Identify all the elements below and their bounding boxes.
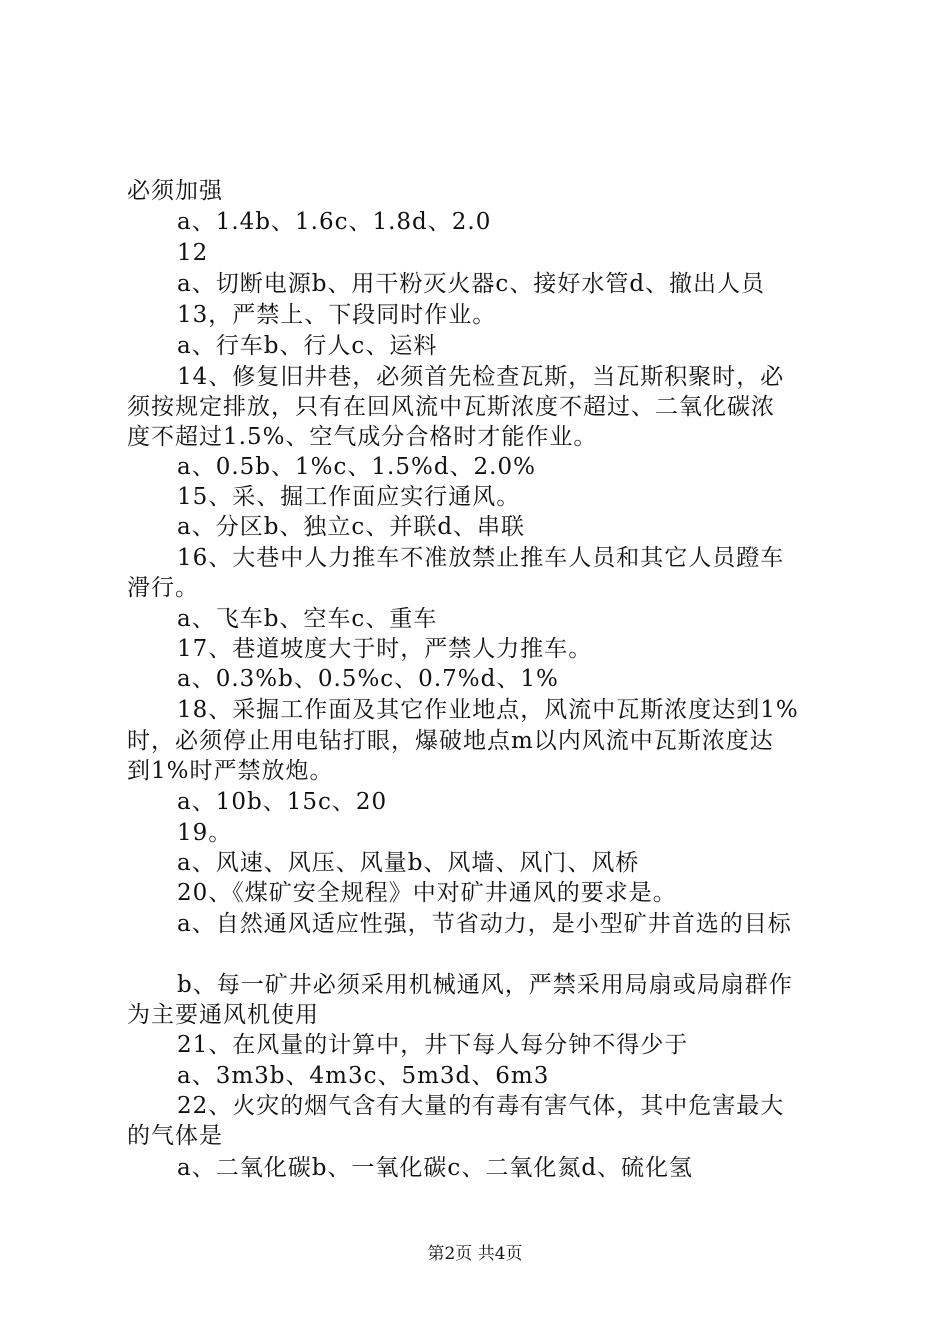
text-line: 19。 xyxy=(177,820,233,846)
text-line: 17、巷道坡度大于时，严禁人力推车。 xyxy=(177,636,593,662)
text-line: 12 xyxy=(177,240,209,266)
text-line: 16、大巷中人力推车不准放禁止推车人员和其它人员蹬车 xyxy=(177,545,785,571)
text-line: 时，必须停止用电钻打眼，爆破地点m以内风流中瓦斯浓度达 xyxy=(127,728,774,754)
text-line: a、切断电源b、用干粉灭火器c、接好水管d、撤出人员 xyxy=(177,271,766,297)
text-line: a、分区b、独立c、并联d、串联 xyxy=(177,514,526,540)
text-line: 13，严禁上、下段同时作业。 xyxy=(177,302,497,328)
text-line: 22、火灾的烟气含有大量的有毒有害气体，其中危害最大 xyxy=(177,1093,785,1119)
page-number-footer: 第2页 共4页 xyxy=(427,1244,523,1264)
text-line: a、飞车b、空车c、重车 xyxy=(177,606,438,632)
text-line: 20、《煤矿安全规程》中对矿井通风的要求是。 xyxy=(177,880,677,906)
text-line: 14、修复旧井巷，必须首先检查瓦斯，当瓦斯积聚时，必 xyxy=(177,364,785,390)
text-line: 须按规定排放，只有在回风流中瓦斯浓度不超过、二氧化碳浓 xyxy=(127,394,775,420)
text-line: 度不超过1.5%、空气成分合格时才能作业。 xyxy=(127,424,598,450)
text-line: a、1.4b、1.6c、1.8d、2.0 xyxy=(177,209,492,235)
text-line: a、0.5b、1%c、1.5%d、2.0% xyxy=(177,454,536,480)
text-line: 21、在风量的计算中，井下每人每分钟不得少于 xyxy=(177,1032,689,1058)
text-line: b、每一矿井必须采用机械通风，严禁采用局扇或局扇群作 xyxy=(177,972,793,998)
text-line: a、风速、风压、风量b、风墙、风门、风桥 xyxy=(177,850,640,876)
text-line: a、二氧化碳b、一氧化碳c、二氧化氮d、硫化氢 xyxy=(177,1155,694,1181)
text-line: a、自然通风适应性强，节省动力，是小型矿井首选的目标 xyxy=(177,911,792,937)
text-line: 到1%时严禁放炮。 xyxy=(127,758,334,784)
text-line: a、3m3b、4m3c、5m3d、6m3 xyxy=(177,1063,550,1089)
text-line: a、行车b、行人c、运料 xyxy=(177,333,438,359)
text-line: 滑行。 xyxy=(127,575,199,601)
text-line: 必须加强 xyxy=(127,178,223,204)
text-line: a、0.3%b、0.5%c、0.7%d、1% xyxy=(177,666,559,692)
text-line: a、10b、15c、20 xyxy=(177,789,388,815)
text-line: 为主要通风机使用 xyxy=(127,1002,319,1028)
text-line: 的气体是 xyxy=(127,1123,223,1149)
text-line: 15、采、掘工作面应实行通风。 xyxy=(177,484,521,510)
text-line: 18、采掘工作面及其它作业地点，风流中瓦斯浓度达到1% xyxy=(177,697,799,723)
